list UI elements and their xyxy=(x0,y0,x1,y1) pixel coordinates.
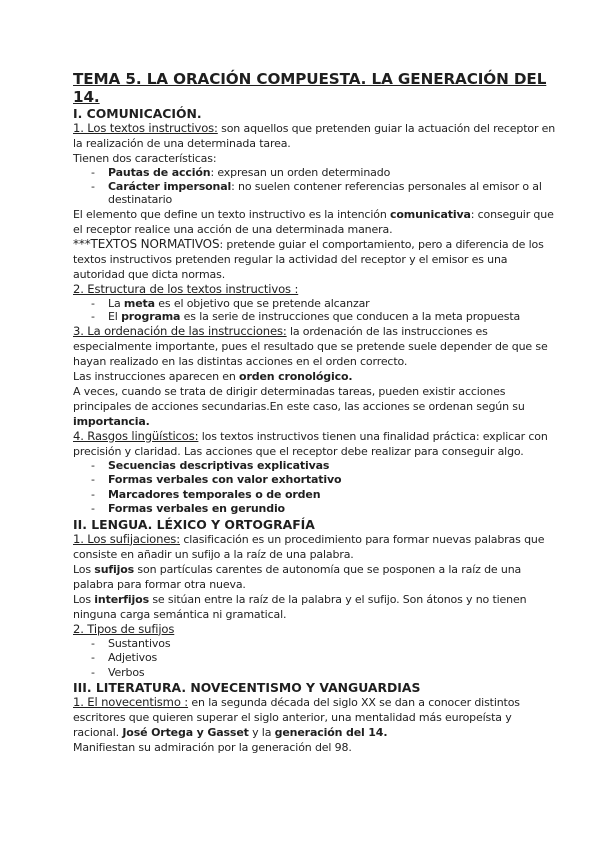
aim-bold: comunicativa xyxy=(390,207,471,221)
s1-p3-text: la ordenación de las instrucciones es especialmente importante, pues el resultado que se pretende suele depender de que se hayan realizado en las distintas acciones en el orden correcto. xyxy=(73,324,548,368)
s1-p1 xyxy=(73,121,560,151)
section-1-heading: I. COMUNICACIÓN. xyxy=(73,106,202,121)
s1-p1-label: 1. Los textos instructivos: xyxy=(73,121,218,135)
s3-p1-last: Manifiestan su admiración por la generación del 98. xyxy=(73,741,352,754)
list-item xyxy=(91,502,560,517)
s3-p1 xyxy=(73,695,560,740)
suf-bold: sufijos xyxy=(94,562,135,576)
s2-p1-text: clasificación es un procedimiento para formar nuevas palabras que consiste en añadir un sufijo a la raíz de una palabra. xyxy=(73,532,545,561)
s1-p1-intro: Tienen dos características: xyxy=(73,152,217,165)
item-bold: Formas verbales con valor exhortativo xyxy=(108,473,342,486)
s3-p1-text: en la segunda década del siglo XX se dan a conocer distintos escritores que quieren superar el siglo anterior, una mentalidad más europeísta y racional. xyxy=(73,696,520,739)
suf-text: son partículas carentes de autonomía que se posponen a la raíz de una palabra para formar otra nueva. xyxy=(73,562,522,591)
section-2-heading: II. LENGUA. LÉXICO Y ORTOGRAFÍA xyxy=(73,516,315,532)
structure-list xyxy=(73,297,560,324)
order-pre: Las instrucciones aparecen en xyxy=(73,369,240,383)
s1-p3-extra xyxy=(73,384,560,429)
order-bold: orden cronológico. xyxy=(239,369,353,383)
s1-p4 xyxy=(73,429,560,459)
s2-p1 xyxy=(73,532,560,562)
list-item xyxy=(91,310,560,324)
s3-mid: y la xyxy=(248,726,275,739)
s3-bold-2: generación del 14. xyxy=(274,726,388,739)
item-text: : expresan un orden determinado xyxy=(210,166,391,179)
list-item xyxy=(91,297,560,311)
s1-p3 xyxy=(73,324,560,369)
int-bold: interfijos xyxy=(94,592,149,606)
s1-aim xyxy=(73,207,560,237)
s1-p2-label: 2. Estructura de los textos instructivos : xyxy=(73,281,299,296)
extra-bold: importancia. xyxy=(73,414,150,428)
item-bold: Secuencias descriptivas explicativas xyxy=(108,458,330,472)
item-bold: Pautas de acción xyxy=(108,166,211,179)
s1-p3-label: 3. La ordenación de las instrucciones: xyxy=(73,323,287,338)
aim-pre: El elemento que define un texto instructivo es la intención xyxy=(73,207,390,221)
s1-p2 xyxy=(73,282,560,297)
item-bold: Formas verbales en gerundio xyxy=(108,502,285,515)
list-item xyxy=(91,166,560,180)
s1-p1-text: son aquellos que pretenden guiar la actuación del receptor en la realización de una determinada tarea. xyxy=(73,122,556,150)
traits-list xyxy=(73,459,560,517)
list-item xyxy=(91,459,560,474)
item-text: es la serie de instrucciones que conducen a la meta propuesta xyxy=(180,310,521,323)
document-title: TEMA 5. LA ORACIÓN COMPUESTA. LA GENERACIÓN DEL 14. xyxy=(73,70,547,106)
list-item: - Verbos xyxy=(91,666,560,681)
item-bold: meta xyxy=(123,296,155,310)
s2-interfixes xyxy=(73,592,560,622)
normative-label: ***TEXTOS NORMATIVOS xyxy=(73,236,220,251)
s2-p2 xyxy=(73,622,560,637)
aim-post: : conseguir que el receptor realice una acción de una determinada manera. xyxy=(73,207,554,236)
int-pre: Los xyxy=(73,592,95,606)
s2-suffixes xyxy=(73,562,560,592)
item-pre: La xyxy=(108,296,124,310)
s2-p2-label: 2. Tipos de sufijos xyxy=(73,621,175,636)
item-text: : no suelen contener referencias personales al emisor o al destinatario xyxy=(108,179,542,206)
section-3-heading: III. LITERATURA. NOVECENTISMO Y VANGUARDIAS xyxy=(73,680,421,695)
item-bold: programa xyxy=(121,310,181,323)
item-bold: Marcadores temporales o de orden xyxy=(108,487,321,501)
normative-text: : pretende guiar el comportamiento, pero a diferencia de los textos instructivos pretenden regular la actividad del receptor y el emisor es una autoridad que dicta normas. xyxy=(73,237,544,281)
s2-p1-label: 1. Los sufijaciones: xyxy=(73,531,180,546)
extra-pre: A veces, cuando se trata de dirigir determinadas tareas, pueden existir acciones principales de acciones secundarias.En este caso, las acciones se ordenan según su xyxy=(73,384,525,413)
list-item xyxy=(91,473,560,488)
s1-normative xyxy=(73,237,560,282)
int-text: se sitúan entre la raíz de la palabra y el sufijo. Son átonos y no tienen ninguna carga semántica ni gramatical. xyxy=(73,592,527,621)
list-item: - Adjetivos xyxy=(91,651,560,666)
s1-p4-label: 4. Rasgos lingüísticos: xyxy=(73,428,199,443)
suffix-types-list xyxy=(73,637,560,681)
s3-bold-1: José Ortega y Gasset xyxy=(122,726,249,739)
item-bold: Carácter impersonal xyxy=(108,179,232,193)
characteristics-list xyxy=(73,166,560,207)
item-pre: El xyxy=(108,310,122,323)
item-text: es el objetivo que se pretende alcanzar xyxy=(154,296,370,310)
list-item: - Sustantivos xyxy=(91,637,560,652)
list-item xyxy=(91,488,560,503)
list-item xyxy=(91,180,560,207)
suf-pre: Los xyxy=(73,562,95,576)
s1-p3-order xyxy=(73,369,560,384)
s1-p4-text: los textos instructivos tienen una finalidad práctica: explicar con precisión y claridad. Las acciones que el receptor debe realizar para conseguir algo. xyxy=(73,429,548,458)
s3-p1-label: 1. El novecentismo : xyxy=(73,695,189,709)
